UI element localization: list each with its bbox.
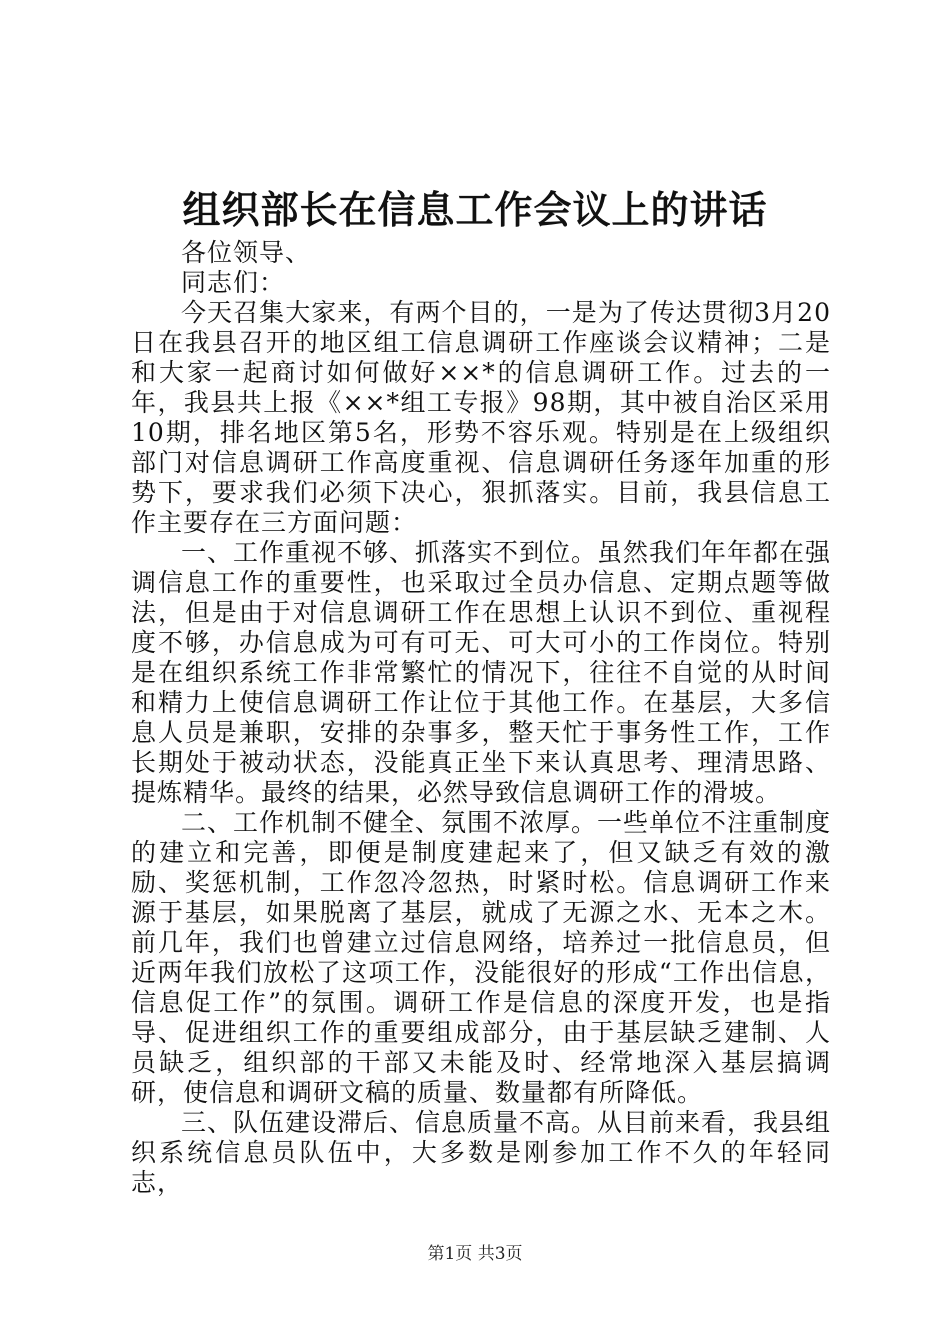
document-body [131,238,831,1198]
salutation-line-2: 同志们： [181,268,286,297]
paragraph-issue-2: 二、工作机制不健全、氛围不浓厚。一些单位不注重制度的建立和完善，即便是制度建起来了，但又缺乏有效的激励、奖惩机制，工作忽冷忽热，时紧时松。信息调研工作来源于基层，如果脱离了基层，就成了无源之水、无本之木。前几年，我们也曾建立过信息网络，培养过一批信息员，但近两年我们放松了这项工作，没能很好的形成“工作出信息，信息促工作”的氛围。调研工作是信息的深度开发，也是指导、促进组织工作的重要组成部分，由于基层缺乏建制、人员缺乏，组织部的干部又未能及时、经常地深入基层搞调研，使信息和调研文稿的质量、数量都有所降低。 [131,808,832,1107]
paragraph-issue-1: 一、工作重视不够、抓落实不到位。虽然我们年年都在强调信息工作的重要性，也采取过全员办信息、定期点题等做法，但是由于对信息调研工作在思想上认识不到位、重视程度不够，办信息成为可有可无、可大可小的工作岗位。特别是在组织系统工作非常繁忙的情况下，往往不自觉的从时间和精力上使信息调研工作让位于其他工作。在基层，大多信息人员是兼职，安排的杂事多，整天忙于事务性工作，工作长期处于被动状态，没能真正坐下来认真思考、理清思路、提炼精华。最终的结果，必然导致信息调研工作的滑坡。 [131,538,832,807]
salutation-line-1: 各位领导、 [181,238,312,267]
page-number-footer: 第1页 共3页 [427,1244,523,1264]
document-title: 组织部长在信息工作会议上的讲话 [182,187,768,232]
paragraph-issue-3: 三、队伍建设滞后、信息质量不高。从目前来看，我县组织系统信息员队伍中，大多数是刚参加工作不久的年轻同志， [131,1108,832,1197]
paragraph-intro: 今天召集大家来，有两个目的，一是为了传达贯彻3月20日在我县召开的地区组工信息调研工作座谈会议精神；二是和大家一起商讨如何做好××*的信息调研工作。过去的一年，我县共上报《××*组工专报》98期，其中被自治区采用10期，排名地区第5名，形势不容乐观。特别是在上级组织部门对信息调研工作高度重视、信息调研任务逐年加重的形势下，要求我们必须下决心，狠抓落实。目前，我县信息工作主要存在三方面问题： [131,298,831,537]
